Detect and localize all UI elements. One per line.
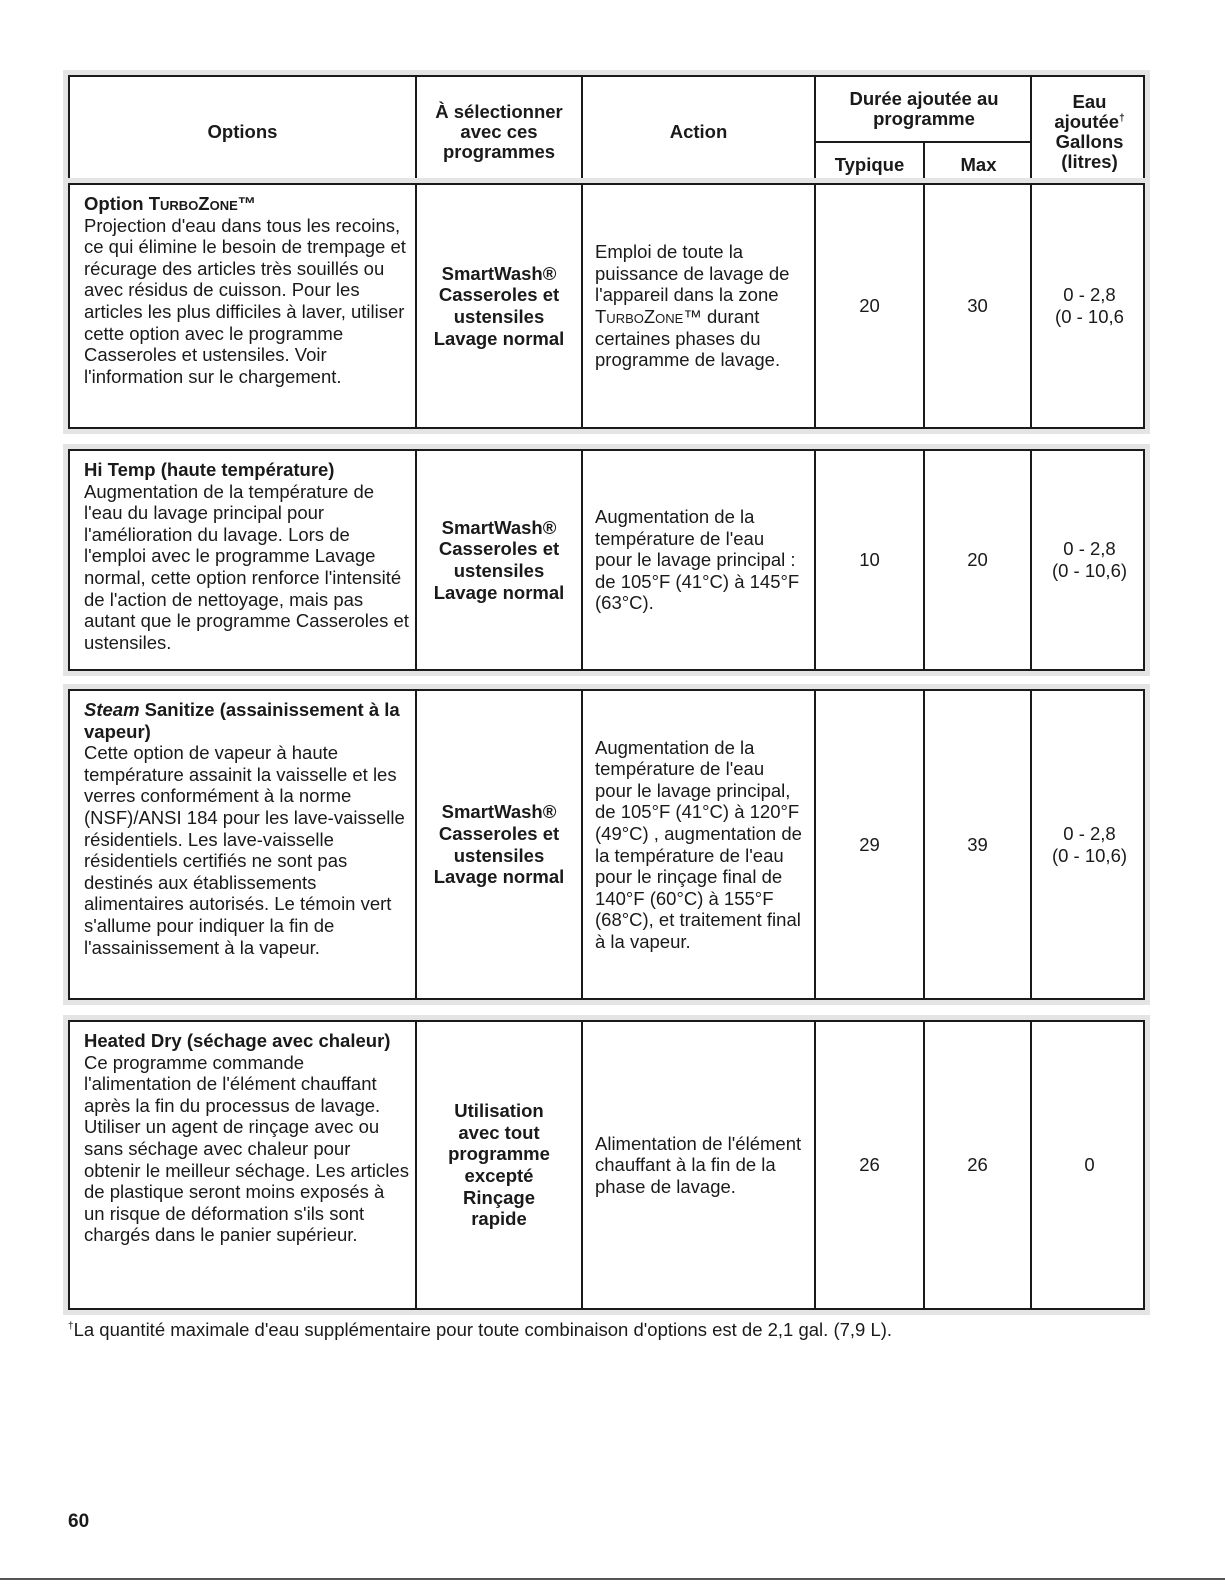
option-title (84, 193, 409, 215)
water-cell (1032, 185, 1147, 427)
option-description: Augmentation de la température de l'eau du lavage principal pour l'amélioration du lavage. Lors de l'emploi avec le programme Lavage normal, cette option renforce l'intensité de l'action de nettoyage, mais pas autant que le programme Casseroles et ustensiles. (84, 480, 409, 653)
max-cell: 20 (925, 451, 1032, 669)
header-duration-title (816, 77, 1032, 143)
footnote (68, 1319, 892, 1341)
typical-cell: 29 (816, 691, 925, 998)
option-title-prefix: Option (84, 193, 149, 214)
table-row (68, 689, 1145, 1000)
water-gallons: 0 - 2,8 (1063, 538, 1116, 560)
typical-cell: 20 (816, 185, 925, 427)
header-water-line2-wrap (1054, 112, 1124, 132)
header-water-line3: Gallons (1055, 131, 1124, 152)
max-cell: 39 (925, 691, 1032, 998)
program-item: SmartWash® (441, 516, 557, 538)
water-litres: (0 - 10,6 (1055, 306, 1124, 327)
action-text: Augmentation de la température de l'eau pour le lavage principal, de 105°F (41°C) à 120°F (49°C) , augmentation de la température de l'eau pour le rinçage final de 140°F (60°C) à 155°F (68°C), et traitement final à la vapeur. (595, 736, 802, 952)
header-water-line4: (litres) (1061, 151, 1118, 172)
action-cell (583, 1022, 816, 1308)
water-gallons: 0 (1084, 1154, 1095, 1176)
table-header (68, 75, 1145, 185)
header-duration-label: Durée ajoutée au programme (849, 88, 999, 129)
program-item: Lavage normal (433, 866, 565, 888)
water-litres: (0 - 10,6) (1051, 844, 1128, 866)
header-select (417, 77, 583, 187)
typical-cell: 26 (816, 1022, 925, 1308)
header-action: Action (583, 77, 816, 187)
programs-cell (417, 185, 583, 427)
header-duration (816, 77, 1032, 187)
program-item: SmartWash® (441, 801, 557, 823)
footnote-text: La quantité maximale d'eau supplémentaire pour toute combinaison d'options est de 2,1 gal. (7,9 L). (73, 1319, 893, 1340)
option-title-brand: TurboZone (148, 193, 238, 214)
header-water (1032, 77, 1147, 187)
typical-cell: 10 (816, 451, 925, 669)
action-text-post: ™ durant certaines phases du programme de lavage. (595, 306, 781, 371)
water-gallons: 0 - 2,8 (1063, 822, 1116, 844)
option-title (84, 699, 409, 742)
programs-cell (417, 691, 583, 998)
action-text-pre: Emploi de toute la puissance de lavage de l'appareil dans la zone (595, 241, 790, 306)
header-water-line1: Eau (1072, 91, 1107, 112)
bottom-rule (0, 1578, 1225, 1580)
header-options: Options (70, 77, 417, 187)
water-gallons: 0 - 2,8 (1063, 284, 1116, 306)
option-cell (70, 185, 417, 427)
option-cell (70, 691, 417, 998)
header-typical: Typique (816, 143, 925, 187)
option-title: Heated Dry (séchage avec chaleur) (84, 1030, 391, 1051)
water-litres: (0 - 10,6) (1051, 560, 1128, 581)
option-description: Ce programme commande l'alimentation de l'élément chauffant après la fin du processus de lavage. Utiliser un agent de rinçage avec ou sans séchage avec chaleur pour obtenir le meilleur séchage. Les articles de plastique seront moins exposés à un risque de déformation s'ils sont chargés dans le panier supérieur. (84, 1051, 409, 1246)
program-item: Utilisation avec tout programme excepté Rinçage rapide (448, 1100, 550, 1230)
header-water-mark: † (1119, 112, 1125, 124)
action-text: Augmentation de la température de l'eau pour le lavage principal : de 105°F (41°C) à 145°F (63°C). (595, 506, 800, 614)
option-title-italic: Steam (84, 699, 140, 720)
page-number: 60 (68, 1511, 90, 1532)
water-cell (1032, 451, 1147, 669)
programs-cell (417, 1022, 583, 1308)
water-cell (1032, 691, 1147, 998)
action-text-brand: TurboZone (595, 306, 684, 327)
program-item: Casseroles et ustensiles (438, 822, 560, 866)
header-select-label: À sélectionner avec ces programmes (435, 101, 563, 162)
program-item: Lavage normal (433, 581, 565, 603)
water-cell (1032, 1022, 1147, 1308)
max-cell: 26 (925, 1022, 1032, 1308)
table-row (68, 183, 1145, 429)
program-item: Casseroles et ustensiles (438, 284, 560, 327)
footnote-mark: † (68, 1320, 74, 1332)
option-title-rest: Sanitize (assainissement à la vapeur) (84, 699, 400, 742)
option-description: Cette option de vapeur à haute température assainit la vaisselle et les verres conformément à la norme (NSF)/ANSI 184 pour les lave-vaisselle résidentiels. Les lave-vaisselle résidentiels certifiés ne sont pas destinés aux établissements alimentaires autorisés. Le témoin vert s'allume pour indiquer la fin de l'assainissement à la vapeur. (84, 742, 405, 958)
table-row (68, 449, 1145, 671)
action-text: Alimentation de l'élément chauffant à la fin de la phase de lavage. (595, 1132, 802, 1197)
action-text (595, 241, 806, 371)
option-cell (70, 1022, 417, 1308)
table-row (68, 1020, 1145, 1310)
action-cell (583, 451, 816, 669)
action-cell (583, 691, 816, 998)
action-cell (583, 185, 816, 427)
program-item: SmartWash® (441, 262, 557, 284)
program-item: Casseroles et ustensiles (438, 538, 560, 581)
program-item: Lavage normal (433, 327, 565, 349)
option-title-suffix: ™ (237, 193, 257, 214)
programs-cell (417, 451, 583, 669)
header-max: Max (960, 154, 997, 176)
option-cell (70, 451, 417, 669)
max-cell: 30 (925, 185, 1032, 427)
header-water-line2: ajoutée (1054, 111, 1120, 132)
option-description: Projection d'eau dans tous les recoins, ce qui élimine le besoin de trempage et récurage des articles très souillés ou avec résidus de cuisson. Pour les articles les plus difficiles à laver, utiliser cette option avec le programme Casseroles et ustensiles. Voir l'information sur le chargement. (84, 214, 406, 387)
option-title: Hi Temp (haute température) (84, 459, 335, 480)
